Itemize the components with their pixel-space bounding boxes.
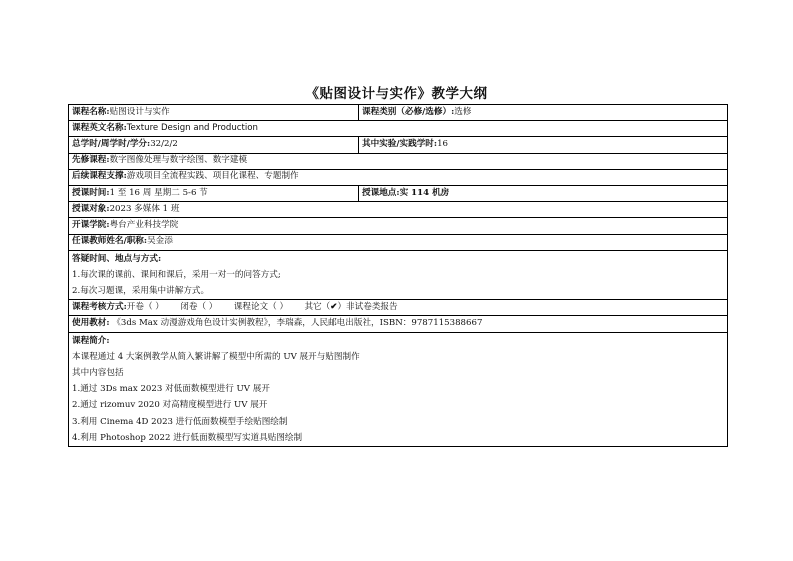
english-name-value: Texture Design and Production (126, 122, 258, 133)
audience-value: 2023 多媒体 1 班 (109, 203, 180, 214)
table-row (69, 169, 728, 185)
hours-value: 32/2/2 (150, 139, 178, 150)
intro-label: 课程简介: (72, 335, 110, 346)
course-name-cell (69, 105, 359, 121)
teaching-time-label: 授课时间: (72, 187, 110, 198)
course-category-cell (359, 105, 728, 121)
course-category-value: 选修 (454, 106, 472, 117)
followup-label: 后续课程支撑: (72, 171, 127, 182)
course-name-value: 贴图设计与实作 (109, 106, 170, 117)
prerequisites-value: 数字图像处理与数字绘图、数字建模 (109, 155, 248, 166)
table-row (69, 316, 728, 332)
textbook-value: 《3ds Max 动漫游戏角色设计实例教程》，李瑞森，人民邮电出版社，ISBN：9787115388667 (112, 318, 483, 329)
prerequisites-label: 先修课程: (72, 155, 110, 166)
table-row (69, 234, 728, 250)
lab-hours-value: 16 (437, 139, 448, 150)
audience-label: 授课对象: (72, 203, 110, 214)
intro-line: 其中内容包括 (72, 368, 124, 378)
english-name-cell (69, 121, 728, 137)
teaching-time-value: 1 至 16 周 星期二 5-6 节 (109, 187, 208, 198)
table-row (69, 105, 728, 121)
assessment-closed-book: 开卷（ ） (126, 301, 164, 312)
followup-value: 游戏项目全流程实践、项目化课程、专题制作 (126, 171, 299, 182)
teacher-value: 吴金添 (147, 236, 173, 247)
prerequisites-cell (69, 153, 728, 169)
checkmark-icon: ✔ (330, 301, 338, 312)
lab-hours-label: 其中实验/实践学时: (362, 139, 438, 150)
table-row (69, 185, 728, 201)
table-row (69, 300, 728, 316)
college-value: 粤台产业科技学院 (109, 219, 179, 230)
course-category-label: 课程类别（必修/选修）: (362, 106, 455, 117)
hours-label: 总学时/周学时/学分: (72, 139, 151, 150)
table-row (69, 250, 728, 300)
assessment-other-prefix: 其它（ (304, 301, 331, 312)
table-row (69, 332, 728, 446)
teaching-place-value: 实 114 机房 (399, 187, 450, 198)
hours-cell (69, 137, 359, 153)
followup-cell (69, 169, 728, 185)
assessment-label: 课程考核方式: (72, 301, 127, 312)
teacher-cell (69, 234, 728, 250)
textbook-label: 使用教材: (72, 318, 110, 329)
intro-cell (69, 332, 728, 446)
tutoring-cell (69, 250, 728, 300)
tutoring-line: 2.每次习题课，采用集中讲解方式。 (72, 286, 210, 297)
intro-line: 本课程通过 4 大案例教学从简入繁讲解了模型中所需的 UV 展开与贴图制作 (72, 351, 360, 362)
course-name-label: 课程名称: (72, 106, 110, 117)
assessment-paper: 课程论文（ ） (233, 301, 289, 312)
table-row (69, 218, 728, 234)
teaching-place-label: 授课地点: (362, 187, 400, 198)
assessment-open-book: 闭卷（ ） (180, 301, 218, 312)
tutoring-line: 1.每次课的课前、课间和课后，采用一对一的问答方式; (72, 269, 281, 280)
document-title: 《贴图设计与实作》教学大纲 (305, 86, 488, 102)
college-cell (69, 218, 728, 234)
teaching-time-cell (69, 185, 359, 201)
tutoring-label: 答疑时间、地点与方式: (72, 253, 162, 264)
teacher-label: 任课教师姓名/职称: (72, 236, 148, 247)
assessment-cell (69, 300, 728, 316)
textbook-cell (69, 316, 728, 332)
audience-cell (69, 202, 728, 218)
intro-line: 4.利用 Photoshop 2022 进行低面数模型写实道具贴图绘制 (72, 432, 303, 443)
college-label: 开课学院: (72, 219, 110, 230)
table-row (69, 137, 728, 153)
intro-line: 3.利用 Cinema 4D 2023 进行低面数模型手绘贴图绘制 (72, 416, 288, 427)
teaching-place-cell (359, 185, 728, 201)
english-name-label: 课程英文名称: (72, 122, 127, 133)
intro-line: 2.通过 rizomuv 2020 对高精度模型进行 UV 展开 (72, 400, 268, 411)
intro-line: 1.通过 3Ds max 2023 对低面数模型进行 UV 展开 (72, 384, 270, 395)
table-row (69, 153, 728, 169)
table-row (69, 202, 728, 218)
assessment-other-suffix: ）非试卷类报告 (337, 301, 398, 312)
syllabus-table (68, 104, 728, 447)
lab-hours-cell (359, 137, 728, 153)
table-row (69, 121, 728, 137)
